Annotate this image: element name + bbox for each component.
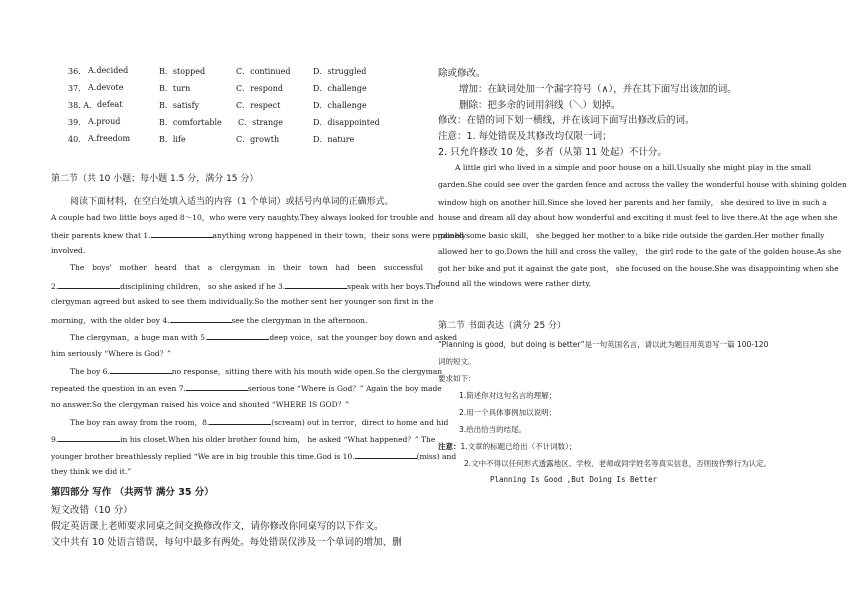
essay-line: allowed her to go.Down the hill and cross the valley， the girl rode to the gate of the golden house.As she	[438, 247, 842, 256]
part4-title: 第四部分 写作 （共两节 满分 35 分）	[51, 487, 214, 498]
passage-line: The boys' mother heard that a clergyman in their town had been successful	[70, 263, 423, 272]
option-a[interactable]: A.freedom	[88, 134, 131, 143]
option-b[interactable]: B．satisfy	[159, 101, 200, 110]
passage-line: The boy ran away from the room，8. (scream) out in terror，direct to home and hid	[70, 418, 449, 427]
answer-blank-2[interactable]	[58, 280, 120, 289]
option-a[interactable]: A.proud	[88, 117, 121, 126]
question-number: 40．	[68, 135, 87, 144]
instruction-line: 除或修改。	[438, 68, 486, 79]
option-a[interactable]: A.decided	[88, 66, 129, 75]
option-a[interactable]: A.devote	[88, 83, 124, 92]
option-c[interactable]: C．continued	[236, 67, 291, 76]
instruction-line: 增加：在缺词处加一个漏字符号（∧），并在其下面写出该加的词。	[459, 84, 737, 95]
passage-line: 2. disciplining children， so she asked if he 3. speak with her boys.The	[51, 282, 440, 291]
instruction-line: 修改：在错的词下划一横线，并在该词下面写出修改后的词。	[438, 115, 695, 126]
writing-prompt: “Planning is good，but doing is better”是一句英国名言，请以此为题目用英语写一篇 100-120	[438, 340, 769, 349]
question-number: 37．	[68, 84, 87, 93]
option-c[interactable]: C．growth	[236, 135, 280, 144]
instruction-line: 注意：1. 每处错误及其修改均仅限一词；	[438, 131, 612, 142]
answer-blank-5[interactable]	[207, 331, 269, 340]
option-d[interactable]: D．disappointed	[313, 118, 380, 127]
writing-prompt: 词的短文。	[438, 357, 476, 366]
essay-line: got her bike and put it against the gate post， she focused on the house.She was disappointing when she	[438, 264, 839, 273]
note-item: 1.文章的标题已给出（不计词数）；	[460, 442, 577, 451]
option-b[interactable]: B．stopped	[159, 67, 206, 76]
note-label: 注意：	[438, 442, 461, 451]
option-d[interactable]: D．struggled	[313, 67, 367, 76]
instruction-line: 2. 只允许修改 10 处，多者（从第 11 处起）不计分。	[438, 147, 667, 158]
part4-instruction: 文中共有 10 处语言错误，每句中最多有两处。每处错误仅涉及一个单词的增加、删	[51, 537, 402, 548]
passage-line: they think we did it.”	[51, 467, 132, 476]
passage-line: 9. in his closet.When his older brother found him， he asked “What happened？” The	[51, 435, 436, 444]
passage-line: involved.	[51, 246, 86, 255]
writing-requirements-label: 要求如下：	[438, 374, 476, 383]
passage-line: him seriously “Where is God？”	[51, 349, 171, 358]
option-d[interactable]: D．challenge	[313, 84, 367, 93]
essay-title: Planning Is Good ,But Doing Is Better	[490, 475, 658, 484]
essay-line: garden.She could see over the garden fence and across the valley the wonderful house with shining golden	[438, 180, 847, 189]
option-b[interactable]: B．comfortable	[159, 118, 222, 127]
essay-line: found all the windows were rather dirty.	[438, 279, 592, 288]
passage-line: The clergyman，a huge man with 5. deep voice，sat the younger boy down and asked	[70, 333, 458, 342]
passage-line: A couple had two little boys aged 8～10，who were very naughty.They always looked for trouble and	[51, 213, 434, 222]
option-c[interactable]: C．respond	[236, 84, 283, 93]
option-d[interactable]: D．challenge	[313, 101, 367, 110]
answer-blank-8[interactable]	[209, 416, 271, 425]
writing-section-title: 第二节 书面表达（满分 25 分）	[438, 321, 567, 331]
answer-blank-3[interactable]	[285, 280, 347, 289]
section2-title: 第二节（共 10 小题；每小题 1.5 分，满分 15 分）	[51, 174, 259, 184]
part4-instruction: 假定英语课上老师要求同桌之间交换修改作文，请你修改你同桌写的以下作文。	[51, 521, 384, 532]
essay-line: A little girl who lived in a simple and poor house on a hill.Usually she might play in the small	[455, 163, 811, 172]
question-number: 38. A．	[68, 101, 98, 110]
passage-line: morning，with the older boy 4. see the clergyman in the afternoon.	[51, 316, 368, 325]
answer-blank-7[interactable]	[186, 382, 248, 391]
essay-line: window high on another hill.Since she loved her parents and her family， she desired to live in such a	[438, 198, 827, 207]
passage-line: their parents knew that 1. anything wrong happened in their town，their sons were probably	[51, 231, 467, 240]
answer-blank-6[interactable]	[110, 365, 172, 374]
answer-blank-10[interactable]	[355, 450, 417, 459]
option-c[interactable]: C．strange	[238, 118, 284, 127]
answer-blank-1[interactable]	[151, 229, 213, 238]
note-line	[438, 441, 576, 452]
passage-line: no answer.So the clergyman raised his voice and shouted “WHERE IS GOD？”	[51, 400, 350, 409]
passage-line: repeated the question in an even 7. serious tone “Where is God？” Again the boy made	[51, 384, 442, 393]
option-b[interactable]: B．turn	[159, 84, 191, 93]
note-item: 2.文中不得以任何形式透露地区、学校、老师或同学姓名等真实信息，否则按作弊行为认定。	[464, 459, 772, 468]
section2-instruction: 阅读下面材料，在空白处填入适当的内容（1 个单词）或括号内单词的正确形式。	[70, 197, 394, 207]
writing-requirement: 3.给出恰当的结尾。	[459, 425, 527, 434]
answer-blank-4[interactable]	[170, 314, 232, 323]
option-d[interactable]: D．nature	[313, 135, 355, 144]
answer-blank-9[interactable]	[58, 433, 120, 442]
passage-line: younger brother breathlessly replied “We are in big trouble this time.God is 10. (miss) and	[51, 452, 457, 461]
instruction-line: 删除：把多余的词用斜线（＼）划掉。	[459, 100, 621, 111]
part4-subtitle: 短文改错（10 分）	[51, 505, 133, 516]
passage-line: The boy 6. no response，sitting there with his mouth wide open.So the clergyman	[70, 367, 443, 376]
question-number: 39．	[68, 118, 87, 127]
writing-requirement: 2.用一个具体事例加以说明；	[459, 408, 557, 417]
essay-line: house and dream all day about how wonderful and exciting it must feel to live there.At the age when she	[438, 213, 838, 222]
option-c[interactable]: C．respect	[236, 101, 281, 110]
option-a[interactable]: defeat	[97, 100, 123, 109]
passage-line: clergyman agreed but asked to see them individually.So the mother sent her younger son first in the	[51, 297, 434, 306]
writing-requirement: 1.简述你对这句名言的理解；	[459, 391, 557, 400]
question-number: 36．	[68, 67, 87, 76]
essay-line: gained some basic skill， she begged her mother to a bike ride outside the garden.Her mother finally	[438, 231, 825, 240]
option-b[interactable]: B．life	[159, 135, 186, 144]
